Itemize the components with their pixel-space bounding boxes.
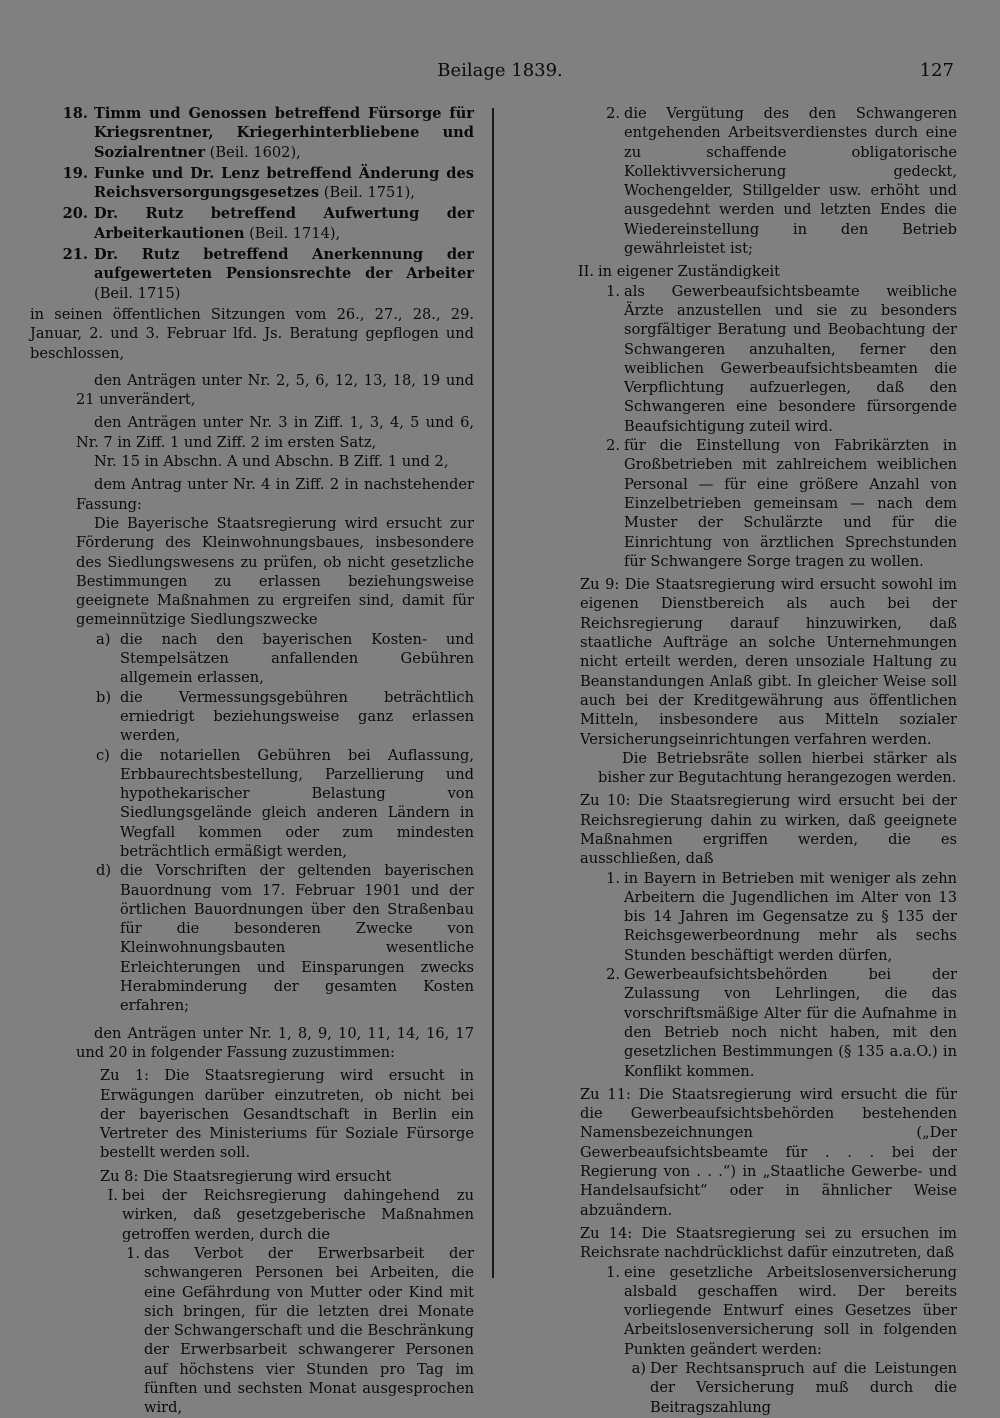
item-ref: (Beil. 1714), (244, 224, 341, 242)
item-text: in eigener Zuständigkeit (598, 263, 780, 281)
right-column (540, 104, 957, 1417)
antrag4-item-d (96, 861, 474, 1015)
item-number: 1. (606, 282, 620, 300)
item-number: 19. (62, 164, 88, 182)
item-text: die Vergütung des den Schwangeren entgehenden Arbeitsverdienstes durch eine zu schaffende obligatorische Kollektivversicherung gedeckt, Wochengelder, Stillgelder usw. erhöht und ausgedehnt werden und letzten Endes die Wiedereinstellung in den Betrieb gewährleistet ist; (624, 105, 957, 258)
zu9-paragraph: Zu 9: Die Staatsregierung wird ersucht sowohl im eigenen Dienstbereich als auch bei der Reichsregierung darauf hinzuwirken, daß staatliche Aufträge an solche Unternehmungen nicht erteilt werden, deren unsoziale Haltung zu Beanstandungen Anlaß gibt. In gleicher Weise soll auch bei der Kreditgewährung aus öffentlichen Mitteln, insbesondere aus Mitteln sozialer Versicherungseinrichtungen verfahren werden. (580, 576, 957, 748)
page-number: 127 (919, 60, 954, 81)
antrag4-item-a (96, 630, 474, 688)
left-column (30, 104, 474, 1418)
zu8-intro: Zu 8: Die Staatsregierung wird ersucht (100, 1167, 392, 1185)
zu14-item-1-a (624, 1359, 957, 1417)
unchanged-paragraph: den Anträgen unter Nr. 2, 5, 6, 12, 13, 18, 19 und 21 unverändert, (76, 371, 474, 409)
item-number: 20. (62, 205, 88, 223)
ziff-paragraph-2: Nr. 15 in Abschn. A und Abschn. B Ziff. 1 und 2, (94, 453, 449, 471)
item-text: die notariellen Gebühren bei Auflassung, Erbbaurechtsbestellung, Parzellierung und hypothekarischer Belastung von Siedlungsgelände gleich anderen Ländern in Wegfall kommen oder zum mindesten beträchtlich ermäßigt werden, (120, 746, 474, 860)
item-letter: c) (96, 746, 110, 764)
zu10-paragraph: Zu 10: Die Staatsregierung wird ersucht bei der Reichsregierung dahin zu wirken, daß geeignete Maßnahmen ergriffen werden, die es ausschließen, daß (580, 792, 957, 868)
zu9-paragraph-b: Die Betriebsräte sollen hierbei stärker als bisher zur Begutachtung herangezogen werden. (598, 749, 957, 787)
zu10-item-1 (598, 869, 957, 965)
item-text: in Bayern in Betrieben mit weniger als zehn Arbeitern die Jugendlichen im Alter von 13 bis 14 Jahren im Gegensatze zu § 135 der Reichsgewerbeordnung mehr als sechs Stunden beschäftigt werden dürfen, (624, 869, 957, 964)
item-text: die Vorschriften der geltenden bayerischen Bauordnung vom 17. Februar 1901 und der örtlichen Bauordnungen über den Straßenbau für die besonderen Zwecke von Kleinwohnungsbauten wesentliche Erleichterungen und Einsparungen zwecks Herabminderung der gesamten Kosten erfahren; (120, 862, 474, 1015)
antrag4-item-b (96, 688, 474, 746)
zu8-item-II-2 (598, 436, 957, 571)
item-text: Der Rechtsanspruch auf die Leistungen der Versicherung muß durch die Beitragszahlung (650, 1360, 957, 1416)
item-ref: (Beil. 1715) (94, 284, 181, 302)
item-number: 1. (606, 1263, 620, 1281)
item-19 (30, 164, 474, 203)
item-20 (30, 204, 474, 243)
item-number: 21. (62, 246, 88, 264)
item-number: 1. (126, 1244, 140, 1262)
ziff-paragraph-1: den Anträgen unter Nr. 3 in Ziff. 1, 3, 4, 5 und 6, Nr. 7 in Ziff. 1 und Ziff. 2 im ersten Satz, (76, 414, 474, 451)
item-number: 2. (606, 105, 620, 122)
item-number: II. (577, 263, 594, 281)
item-ref: (Beil. 1751), (319, 184, 415, 202)
item-text: Gewerbeaufsichtsbehörden bei der Zulassung von Lehrlingen, die das vorschriftsmäßige Alter für die Aufnahme in den Betrieb noch nicht haben, mit den gesetzlichen Bestimmungen (§ 135 a.a.O.) in Konflikt kommen. (624, 966, 957, 1080)
zu8-item-I (96, 1186, 474, 1244)
zu14-item-1 (598, 1263, 957, 1359)
sessions-paragraph: in seinen öffentlichen Sitzungen vom 26., 27., 28., 29. Januar, 2. und 3. Februar lfd. Js. Beratung gepflogen und beschlossen, (30, 305, 474, 362)
item-text: eine gesetzliche Arbeitslosenversicherung alsbald geschaffen wird. Der bereits vorliegende Entwurf eines Gesetzes über Arbeitslosenversicherung soll in folgenden Punkten geändert werden: (624, 1263, 957, 1358)
item-number: I. (107, 1187, 118, 1205)
zu8-item-I-1 (118, 1244, 474, 1418)
item-letter: b) (96, 688, 112, 706)
column-rule (492, 108, 494, 1278)
item-21 (30, 245, 474, 303)
item-text: bei der Reichsregierung dahingehend zu wirken, daß gesetzgeberische Maßnahmen getroffen werden, durch die (122, 1187, 474, 1243)
antrag4-item-c (96, 746, 474, 862)
item-letter: d) (96, 862, 112, 880)
item-letter: a) (96, 630, 111, 648)
item-18 (30, 104, 474, 162)
item-number: 1. (606, 869, 620, 887)
item-number: 2. (606, 437, 620, 455)
item-number: 2. (606, 966, 620, 984)
item-letter: a) (631, 1360, 646, 1377)
folgender-paragraph: den Anträgen unter Nr. 1, 8, 9, 10, 11, 14, 16, 17 und 20 in folgender Fassung zuzustimmen: (76, 1024, 474, 1061)
item-ref: (Beil. 1602), (205, 143, 301, 161)
item-number: 18. (62, 105, 88, 122)
zu11-paragraph: Zu 11: Die Staatsregierung wird ersucht die für die Gewerbeaufsichtsbehörden bestehenden Namensbezeichnungen („Der Gewerbeaufsichtsbeamte für . . . bei der Regierung von . . .“) in „Staatliche Gewerbe- und Handelsaufsicht“ oder in ähnlicher Weise abzuändern. (580, 1085, 957, 1219)
item-text: als Gewerbeaufsichtsbeamte weibliche Ärzte anzustellen und sie zu besonders sorgfältiger Beratung und Beobachtung der Schwangeren anzuhalten, ferner den weiblichen Gewerbeaufsichtsbeamten die Verpflichtung aufzuerlegen, daß den Schwangeren eine besondere fürsorgende Beaufsichtigung zuteil wird. (624, 282, 957, 435)
item-text: die nach den bayerischen Kosten- und Stempelsätzen anfallenden Gebühren allgemein erlassen, (120, 630, 474, 687)
item-text: die Vermessungsgebühren beträchtlich erniedrigt beziehungsweise ganz erlassen werden, (120, 688, 474, 745)
zu8-item-II (572, 262, 957, 281)
zu8-item-II-1 (598, 282, 957, 436)
item-title: Funke und Dr. Lenz betreffend Änderung des Reichsversorgungsgesetzes (94, 164, 474, 202)
item-text: das Verbot der Erwerbsarbeit der schwangeren Personen bei Arbeiten, die eine Gefährdung von Mutter oder Kind mit sich bringen, für die letzten drei Monate der Schwangerschaft und die Beschränkung der Erwerbsarbeit schwangerer Personen auf höchstens vier Stunden pro Tag im fünften und sechsten Monat ausgesprochen wird, (144, 1244, 474, 1417)
antrag4-text: Die Bayerische Staatsregierung wird ersucht zur Förderung des Kleinwohnungsbaues, insbesondere des Siedlungswesens zu prüfen, ob nicht gesetzliche Bestimmungen zu erlassen beziehungsweise geeignete Maßnahmen zu ergreifen sind, damit für gemeinnützige Siedlungszwecke (76, 514, 474, 629)
item-title: Timm und Genossen betreffend Fürsorge für Kriegsrentner, Kriegerhinterbliebene und Sozialrentner (94, 105, 474, 161)
zu10-item-2 (598, 965, 957, 1081)
zu14-paragraph: Zu 14: Die Staatsregierung sei zu ersuchen im Reichsrate nachdrücklichst dafür einzutreten, daß (580, 1224, 957, 1262)
running-head: Beilage 1839. (437, 60, 563, 81)
item-title: Dr. Rutz betreffend Aufwertung der Arbeiterkautionen (94, 205, 474, 242)
zu1-paragraph: Zu 1: Die Staatsregierung wird ersucht in Erwägungen darüber einzutreten, ob nicht bei der bayerischen Gesandtschaft in Berlin ein Vertreter des Ministeriums für Soziale Fürsorge bestellt werden soll. (100, 1067, 474, 1162)
item-title: Dr. Rutz betreffend Anerkennung der aufgewerteten Pensionsrechte der Arbeiter (94, 246, 474, 283)
antrag4-intro: dem Antrag unter Nr. 4 in Ziff. 2 in nachstehender Fassung: (76, 476, 474, 513)
zu8-item-I-2 (598, 104, 957, 258)
item-text: für die Einstellung von Fabrikärzten in Großbetrieben mit zahlreichem weiblichen Personal — für eine größere Anzahl von Einzelbetrieben gemeinsam — nach dem Muster der Schulärzte und für die Einrichtung von ärztlichen Sprechstunden für Schwangere Sorge tragen zu wollen. (624, 437, 957, 570)
